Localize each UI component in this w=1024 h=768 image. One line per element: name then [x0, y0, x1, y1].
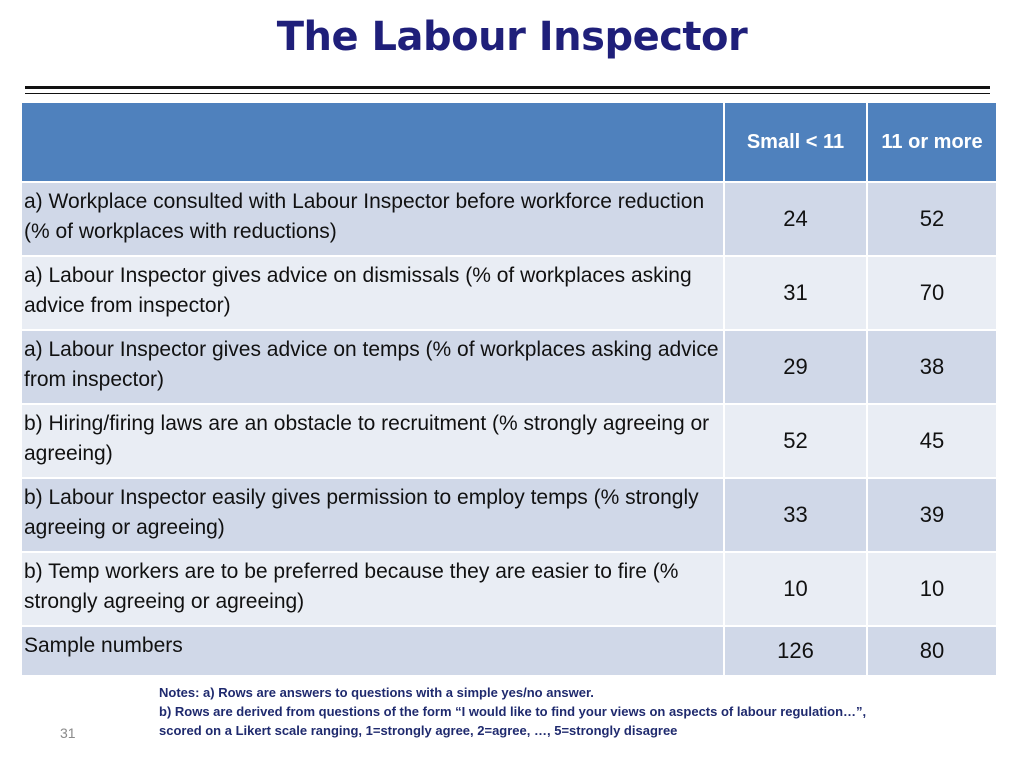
cell-large: 80	[867, 626, 997, 676]
table-row	[21, 330, 997, 404]
title-divider-thick	[25, 86, 990, 89]
note-line-1: Notes: a) Rows are answers to questions with a simple yes/no answer.	[159, 685, 594, 700]
header-cell-label	[21, 102, 724, 182]
cell-small: 52	[724, 404, 867, 478]
table-row	[21, 404, 997, 478]
row-label: a) Labour Inspector gives advice on dismissals (% of workplaces asking advice from inspector)	[21, 256, 724, 330]
cell-large: 39	[867, 478, 997, 552]
cell-large: 70	[867, 256, 997, 330]
table-row	[21, 552, 997, 626]
cell-small: 31	[724, 256, 867, 330]
cell-small: 33	[724, 478, 867, 552]
row-label: Sample numbers	[21, 626, 724, 676]
note-line-2: b) Rows are derived from questions of the form “I would like to find your views on aspects of labour regulation…”,	[159, 704, 867, 719]
table-header-row	[21, 102, 997, 182]
page-number: 31	[60, 725, 76, 741]
footnotes	[159, 683, 959, 740]
cell-large: 10	[867, 552, 997, 626]
row-label: b) Labour Inspector easily gives permission to employ temps (% strongly agreeing or agreeing)	[21, 478, 724, 552]
cell-small: 24	[724, 182, 867, 256]
cell-small: 29	[724, 330, 867, 404]
table-row	[21, 182, 997, 256]
cell-large: 52	[867, 182, 997, 256]
slide-title: The Labour Inspector	[276, 14, 748, 60]
cell-small: 126	[724, 626, 867, 676]
row-label: b) Hiring/firing laws are an obstacle to recruitment (% strongly agreeing or agreeing)	[21, 404, 724, 478]
table-row-sample-numbers	[21, 626, 997, 676]
note-line-3: scored on a Likert scale ranging, 1=strongly agree, 2=agree, …, 5=strongly disagree	[159, 723, 678, 738]
cell-small: 10	[724, 552, 867, 626]
table-row	[21, 256, 997, 330]
title-divider-thin	[25, 93, 990, 94]
row-label: a) Labour Inspector gives advice on temps (% of workplaces asking advice from inspector)	[21, 330, 724, 404]
header-cell-large: 11 or more	[867, 102, 997, 182]
results-table	[20, 101, 998, 677]
header-cell-small: Small < 11	[724, 102, 867, 182]
row-label: b) Temp workers are to be preferred because they are easier to fire (% strongly agreeing or agreeing)	[21, 552, 724, 626]
cell-large: 45	[867, 404, 997, 478]
table-row	[21, 478, 997, 552]
row-label: a) Workplace consulted with Labour Inspector before workforce reduction (% of workplaces with reductions)	[21, 182, 724, 256]
cell-large: 38	[867, 330, 997, 404]
